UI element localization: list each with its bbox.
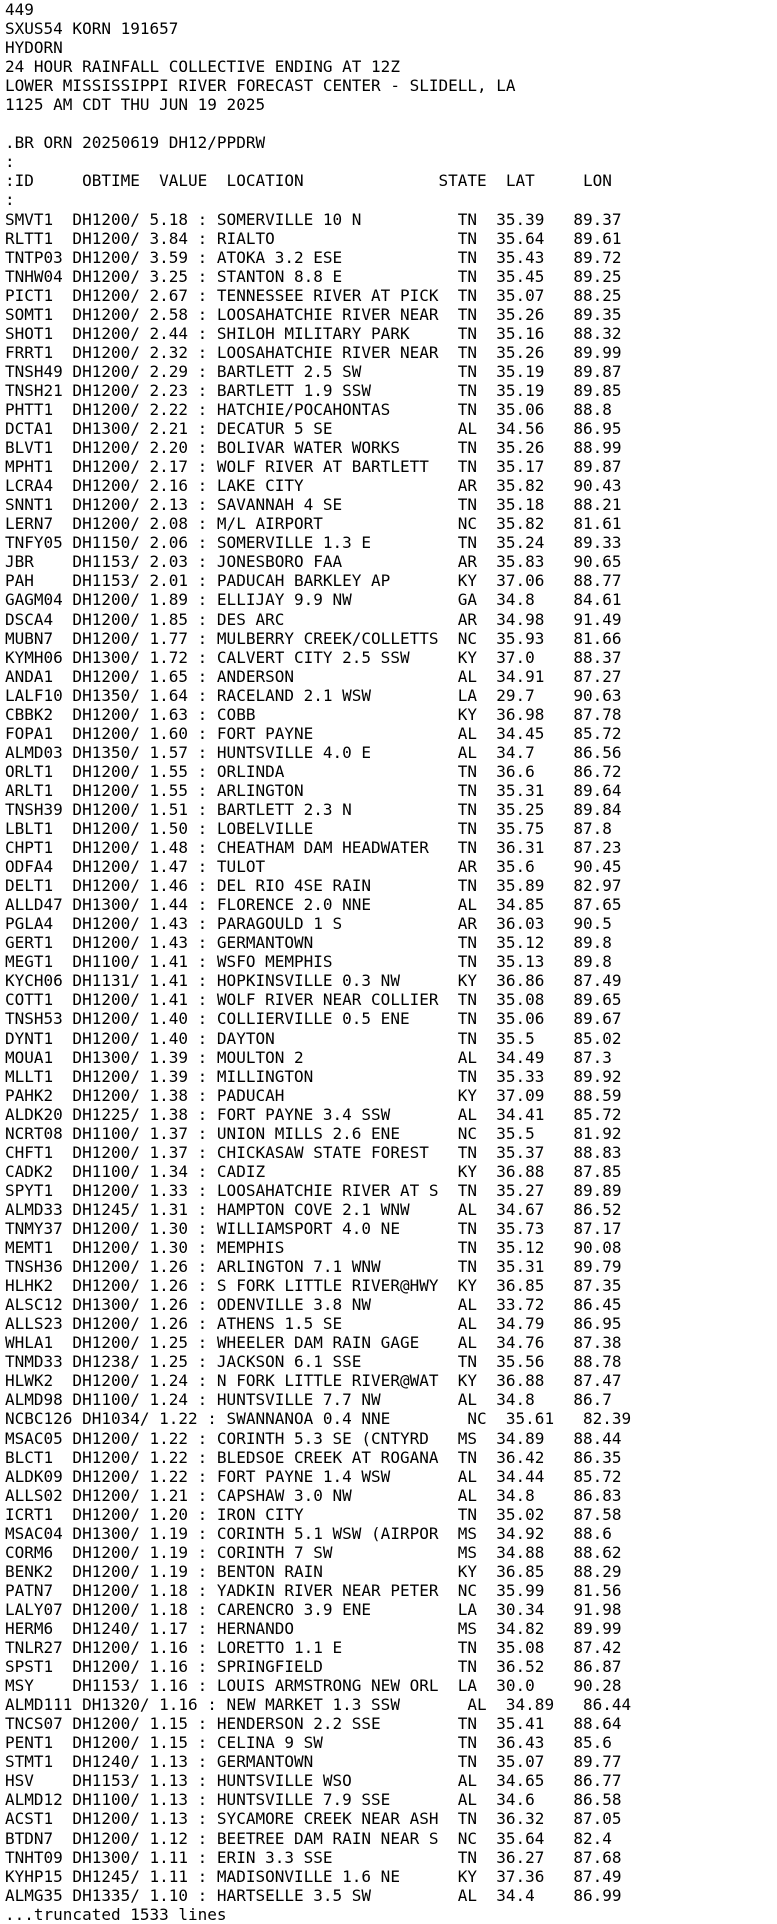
data-row: TNFY05 DH1150/ 2.06 : SOMERVILLE 1.3 E TN 35.24 89.33 <box>5 533 622 553</box>
data-row: ALMD98 DH1100/ 1.24 : HUNTSVILLE 7.7 NW AL 34.8 86.7 <box>5 1390 612 1410</box>
data-row: CBBK2 DH1200/ 1.63 : COBB KY 36.98 87.78 <box>5 704 622 724</box>
data-row: WHLA1 DH1200/ 1.25 : WHEELER DAM RAIN GAGE AL 34.76 87.38 <box>5 1333 622 1353</box>
header-line: : <box>5 152 15 172</box>
data-row: TNTP03 DH1200/ 3.59 : ATOKA 3.2 ESE TN 35.43 89.72 <box>5 247 622 267</box>
data-row: ALMG35 DH1335/ 1.10 : HARTSELLE 3.5 SW AL 34.4 86.99 <box>5 1885 622 1905</box>
data-row: PGLA4 DH1200/ 1.43 : PARAGOULD 1 S AR 36.03 90.5 <box>5 914 612 934</box>
data-row: TNLR27 DH1200/ 1.16 : LORETTO 1.1 E TN 35.08 87.42 <box>5 1638 622 1658</box>
data-row: MSAC04 DH1300/ 1.19 : CORINTH 5.1 WSW (AIRPOR MS 34.92 88.6 <box>5 1523 612 1543</box>
data-row: ALMD33 DH1245/ 1.31 : HAMPTON COVE 2.1 WNW AL 34.67 86.52 <box>5 1199 622 1219</box>
header-line: 1125 AM CDT THU JUN 19 2025 <box>5 95 266 115</box>
data-row: ALMD12 DH1100/ 1.13 : HUNTSVILLE 7.9 SSE AL 34.6 86.58 <box>5 1790 622 1810</box>
data-row: MSAC05 DH1200/ 1.22 : CORINTH 5.3 SE (CNTYRD MS 34.89 88.44 <box>5 1428 622 1448</box>
data-row: HLWK2 DH1200/ 1.24 : N FORK LITTLE RIVER@WAT KY 36.88 87.47 <box>5 1371 622 1391</box>
data-row: KYCH06 DH1131/ 1.41 : HOPKINSVILLE 0.3 NW KY 36.86 87.49 <box>5 971 622 991</box>
data-row: BLVT1 DH1200/ 2.20 : BOLIVAR WATER WORKS TN 35.26 88.99 <box>5 438 622 458</box>
data-row: SPST1 DH1200/ 1.16 : SPRINGFIELD TN 36.52 86.87 <box>5 1657 622 1677</box>
data-row: DELT1 DH1200/ 1.46 : DEL RIO 4SE RAIN TN 35.89 82.97 <box>5 876 622 896</box>
data-row: HLHK2 DH1200/ 1.26 : S FORK LITTLE RIVER@HWY KY 36.85 87.35 <box>5 1276 622 1296</box>
data-row: CADK2 DH1100/ 1.34 : CADIZ KY 36.88 87.85 <box>5 1161 622 1181</box>
data-row: TNSH39 DH1200/ 1.51 : BARTLETT 2.3 N TN 35.25 89.84 <box>5 799 622 819</box>
data-row: KYHP15 DH1245/ 1.11 : MADISONVILLE 1.6 NE KY 37.36 87.49 <box>5 1866 622 1886</box>
data-row: PICT1 DH1200/ 2.67 : TENNESSEE RIVER AT PICK TN 35.07 88.25 <box>5 285 622 305</box>
data-row: MOUA1 DH1300/ 1.39 : MOULTON 2 AL 34.49 87.3 <box>5 1047 612 1067</box>
header-line <box>5 114 777 133</box>
data-row: HERM6 DH1240/ 1.17 : HERNANDO MS 34.82 89.99 <box>5 1618 622 1638</box>
data-row: TNSH21 DH1200/ 2.23 : BARTLETT 1.9 SSW TN 35.19 89.85 <box>5 380 622 400</box>
header-line: HYDORN <box>5 38 63 58</box>
data-row: CHPT1 DH1200/ 1.48 : CHEATHAM DAM HEADWATER TN 36.31 87.23 <box>5 838 622 858</box>
data-row: ARLT1 DH1200/ 1.55 : ARLINGTON TN 35.31 89.64 <box>5 780 622 800</box>
data-row: SPYT1 DH1200/ 1.33 : LOOSAHATCHIE RIVER AT S TN 35.27 89.89 <box>5 1180 622 1200</box>
data-row: GERT1 DH1200/ 1.43 : GERMANTOWN TN 35.12 89.8 <box>5 933 612 953</box>
data-row: PHTT1 DH1200/ 2.22 : HATCHIE/POCAHONTAS TN 35.06 88.8 <box>5 399 612 419</box>
header-line: 449 <box>5 0 34 19</box>
data-row: ACST1 DH1200/ 1.13 : SYCAMORE CREEK NEAR ASH TN 36.32 87.05 <box>5 1809 622 1829</box>
data-row: ALSC12 DH1300/ 1.26 : ODENVILLE 3.8 NW AL 33.72 86.45 <box>5 1295 622 1315</box>
data-row: TNSH36 DH1200/ 1.26 : ARLINGTON 7.1 WNW TN 35.31 89.79 <box>5 1257 622 1277</box>
data-row: BTDN7 DH1200/ 1.12 : BEETREE DAM RAIN NEAR S NC 35.64 82.4 <box>5 1828 612 1848</box>
header-line: :ID OBTIME VALUE LOCATION STATE LAT LON <box>5 171 612 191</box>
data-row: MUBN7 DH1200/ 1.77 : MULBERRY CREEK/COLLETTS NC 35.93 81.66 <box>5 628 622 648</box>
data-row: PAH DH1153/ 2.01 : PADUCAH BARKLEY AP KY 37.06 88.77 <box>5 571 622 591</box>
data-row: COTT1 DH1200/ 1.41 : WOLF RIVER NEAR COLLIER TN 35.08 89.65 <box>5 990 622 1010</box>
data-row: LERN7 DH1200/ 2.08 : M/L AIRPORT NC 35.82 81.61 <box>5 514 622 534</box>
data-row: BENK2 DH1200/ 1.19 : BENTON RAIN KY 36.85 88.29 <box>5 1561 622 1581</box>
data-row: BLCT1 DH1200/ 1.22 : BLEDSOE CREEK AT ROGANA TN 36.42 86.35 <box>5 1447 622 1467</box>
data-row: GAGM04 DH1200/ 1.89 : ELLIJAY 9.9 NW GA 34.8 84.61 <box>5 590 622 610</box>
data-row: PATN7 DH1200/ 1.18 : YADKIN RIVER NEAR PETER NC 35.99 81.56 <box>5 1580 622 1600</box>
data-row: MLLT1 DH1200/ 1.39 : MILLINGTON TN 35.33 89.92 <box>5 1066 622 1086</box>
data-row: SOMT1 DH1200/ 2.58 : LOOSAHATCHIE RIVER NEAR TN 35.26 89.35 <box>5 304 622 324</box>
header-line: SXUS54 KORN 191657 <box>5 19 179 39</box>
data-row: PAHK2 DH1200/ 1.38 : PADUCAH KY 37.09 88.59 <box>5 1085 622 1105</box>
data-row: ALDK20 DH1225/ 1.38 : FORT PAYNE 3.4 SSW AL 34.41 85.72 <box>5 1104 622 1124</box>
data-row: ANDA1 DH1200/ 1.65 : ANDERSON AL 34.91 87.27 <box>5 666 622 686</box>
data-row: FOPA1 DH1200/ 1.60 : FORT PAYNE AL 34.45 85.72 <box>5 723 622 743</box>
data-row: ALMD03 DH1350/ 1.57 : HUNTSVILLE 4.0 E AL 34.7 86.56 <box>5 742 622 762</box>
data-row: LCRA4 DH1200/ 2.16 : LAKE CITY AR 35.82 90.43 <box>5 476 622 496</box>
data-row: ODFA4 DH1200/ 1.47 : TULOT AR 35.6 90.45 <box>5 857 622 877</box>
data-row: JBR DH1153/ 2.03 : JONESBORO FAA AR 35.83 90.65 <box>5 552 622 572</box>
data-row: MEGT1 DH1100/ 1.41 : WSFO MEMPHIS TN 35.13 89.8 <box>5 952 612 972</box>
data-row: PENT1 DH1200/ 1.15 : CELINA 9 SW TN 36.43 85.6 <box>5 1733 612 1753</box>
data-row: ALDK09 DH1200/ 1.22 : FORT PAYNE 1.4 WSW AL 34.44 85.72 <box>5 1466 622 1486</box>
data-row: STMT1 DH1240/ 1.13 : GERMANTOWN TN 35.07 89.77 <box>5 1752 622 1772</box>
data-row: TNHT09 DH1300/ 1.11 : ERIN 3.3 SSE TN 36.27 87.68 <box>5 1847 622 1867</box>
data-row: NCBC126 DH1034/ 1.22 : SWANNANOA 0.4 NNE NC 35.61 82.39 <box>5 1409 632 1429</box>
data-row: TNHW04 DH1200/ 3.25 : STANTON 8.8 E TN 35.45 89.25 <box>5 266 622 286</box>
data-row: FRRT1 DH1200/ 2.32 : LOOSAHATCHIE RIVER NEAR TN 35.26 89.99 <box>5 342 622 362</box>
data-row: ALLS02 DH1200/ 1.21 : CAPSHAW 3.0 NW AL 34.8 86.83 <box>5 1485 622 1505</box>
data-row: ORLT1 DH1200/ 1.55 : ORLINDA TN 36.6 86.72 <box>5 761 622 781</box>
data-row: MSY DH1153/ 1.16 : LOUIS ARMSTRONG NEW ORL LA 30.0 90.28 <box>5 1676 622 1696</box>
data-row: CHFT1 DH1200/ 1.37 : CHICKASAW STATE FOREST TN 35.37 88.83 <box>5 1142 622 1162</box>
data-row: DYNT1 DH1200/ 1.40 : DAYTON TN 35.5 85.02 <box>5 1028 622 1048</box>
truncation-note: ...truncated 1533 lines <box>5 1904 227 1924</box>
data-row: RLTT1 DH1200/ 3.84 : RIALTO TN 35.64 89.61 <box>5 228 622 248</box>
data-row: KYMH06 DH1300/ 1.72 : CALVERT CITY 2.5 SSW KY 37.0 88.37 <box>5 647 622 667</box>
data-row: LALY07 DH1200/ 1.18 : CARENCRO 3.9 ENE LA 30.34 91.98 <box>5 1599 622 1619</box>
data-row: LALF10 DH1350/ 1.64 : RACELAND 2.1 WSW LA 29.7 90.63 <box>5 685 622 705</box>
header-line: 24 HOUR RAINFALL COLLECTIVE ENDING AT 12Z <box>5 57 400 77</box>
data-row: TNSH49 DH1200/ 2.29 : BARTLETT 2.5 SW TN 35.19 89.87 <box>5 361 622 381</box>
header-line: : <box>5 190 15 210</box>
data-row: MEMT1 DH1200/ 1.30 : MEMPHIS TN 35.12 90.08 <box>5 1238 622 1258</box>
data-row: SMVT1 DH1200/ 5.18 : SOMERVILLE 10 N TN 35.39 89.37 <box>5 209 622 229</box>
data-row: ALMD111 DH1320/ 1.16 : NEW MARKET 1.3 SSW AL 34.89 86.44 <box>5 1695 632 1715</box>
data-row: NCRT08 DH1100/ 1.37 : UNION MILLS 2.6 ENE NC 35.5 81.92 <box>5 1123 622 1143</box>
data-row: MPHT1 DH1200/ 2.17 : WOLF RIVER AT BARTLETT TN 35.17 89.87 <box>5 457 622 477</box>
data-row: ALLD47 DH1300/ 1.44 : FLORENCE 2.0 NNE AL 34.85 87.65 <box>5 895 622 915</box>
data-row: SHOT1 DH1200/ 2.44 : SHILOH MILITARY PARK TN 35.16 88.32 <box>5 323 622 343</box>
data-row: TNMD33 DH1238/ 1.25 : JACKSON 6.1 SSE TN 35.56 88.78 <box>5 1352 622 1372</box>
data-row: ICRT1 DH1200/ 1.20 : IRON CITY TN 35.02 87.58 <box>5 1504 622 1524</box>
data-row: CORM6 DH1200/ 1.19 : CORINTH 7 SW MS 34.88 88.62 <box>5 1542 622 1562</box>
header-line: .BR ORN 20250619 DH12/PPDRW <box>5 133 266 153</box>
data-row: DCTA1 DH1300/ 2.21 : DECATUR 5 SE AL 34.56 86.95 <box>5 419 622 439</box>
header-line: LOWER MISSISSIPPI RIVER FORECAST CENTER - SLIDELL, LA <box>5 76 516 96</box>
data-row: HSV DH1153/ 1.13 : HUNTSVILLE WSO AL 34.65 86.77 <box>5 1771 622 1791</box>
data-row: DSCA4 DH1200/ 1.85 : DES ARC AR 34.98 91.49 <box>5 609 622 629</box>
data-row: ALLS23 DH1200/ 1.26 : ATHENS 1.5 SE AL 34.79 86.95 <box>5 1314 622 1334</box>
data-row: SNNT1 DH1200/ 2.13 : SAVANNAH 4 SE TN 35.18 88.21 <box>5 495 622 515</box>
data-row: LBLT1 DH1200/ 1.50 : LOBELVILLE TN 35.75 87.8 <box>5 819 612 839</box>
data-row: TNCS07 DH1200/ 1.15 : HENDERSON 2.2 SSE TN 35.41 88.64 <box>5 1714 622 1734</box>
data-row: TNSH53 DH1200/ 1.40 : COLLIERVILLE 0.5 ENE TN 35.06 89.67 <box>5 1009 622 1029</box>
data-row: TNMY37 DH1200/ 1.30 : WILLIAMSPORT 4.0 NE TN 35.73 87.17 <box>5 1219 622 1238</box>
